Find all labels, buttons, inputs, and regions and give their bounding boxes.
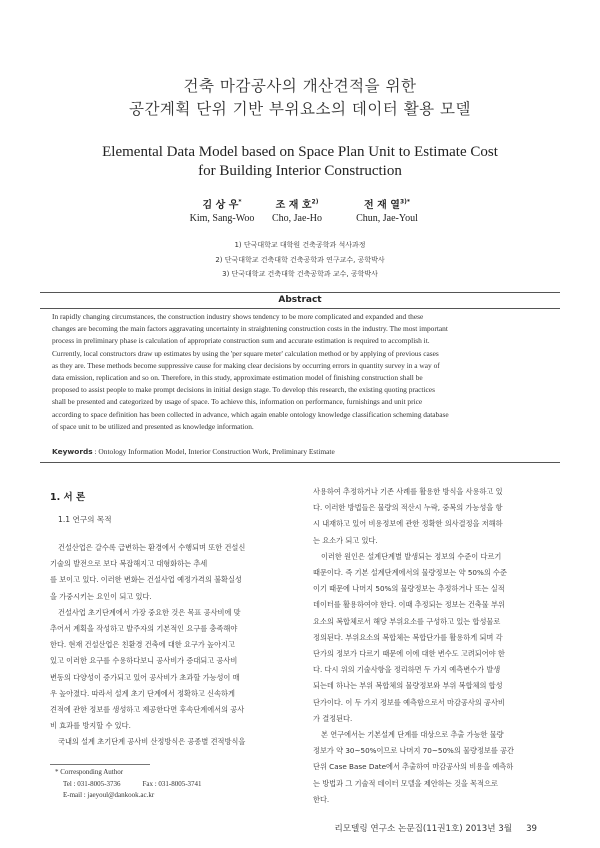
body-line: 한다. (313, 794, 330, 804)
affiliation-2: 2) 단국대학교 건축대학 건축공학과 연구교수, 공학박사 (215, 256, 385, 264)
footnote-email: E-mail : jaeyoul@dankook.ac.kr (63, 791, 155, 799)
korean-title-line-2: 공간계획 단위 기반 부위요소의 데이터 활용 모델 (128, 100, 472, 118)
footnote-tel: Tel : 031-8005-3736 (63, 779, 121, 788)
body-line: 사용하여 추정하거나 기존 사례를 활용한 방식을 사용하고 있 (313, 487, 503, 496)
body-line: 변동의 다양성이 증가되고 있어 공사비가 초과할 가능성이 매 (50, 672, 240, 682)
journal-info: 리모델링 연구소 논문집(11권1호) 2013년 3월 (334, 824, 513, 834)
footnote-rule (50, 764, 150, 765)
abstract-line: data emission, replication and so on. Therefore, in this study, approximate estimation model of finishing construction shall be (52, 373, 423, 383)
body-line: 비 효과를 방지할 수 있다. (50, 721, 131, 731)
body-line: 건설사업 초기단계에서 가장 중요한 것은 목표 공사비에 맞 (58, 607, 241, 617)
abstract-line: shall be presented and categorized by usage of space. To achieve this, information on performance, furnishings and unit price (52, 397, 423, 407)
affiliation-1: 1) 단국대학교 대학원 건축공학과 석사과정 (234, 241, 366, 249)
author-1-korean: 김 상 우* (202, 198, 242, 211)
footnote-fax: Fax : 031-8005-3741 (142, 779, 202, 788)
abstract-line: according to space definition has been collected in advance, which again enable ontology knowledge classification scheming database (52, 409, 449, 419)
section-1-title: 1. 서 론 (50, 492, 86, 503)
body-line: 기술의 발전으로 보다 복잡해지고 대형화하는 추세 (50, 559, 208, 569)
body-line: 을 가중시키는 요인이 되고 있다. (50, 591, 152, 601)
body-line: 단가의 정보가 다르기 때문에 이에 대한 변수도 고려되어야 한 (313, 649, 505, 659)
korean-title-line-1: 건축 마감공사의 개산견적을 위한 (183, 77, 417, 95)
footnote-corresponding: * Corresponding Author (55, 768, 124, 776)
footnote (55, 767, 285, 802)
keywords-list: : Ontology Information Model, Interior Construction Work, Preliminary Estimate (92, 447, 335, 456)
body-line: 추어서 계획을 작성하고 발주자의 기본적인 요구를 충족해야 (50, 624, 238, 634)
affiliation-3: 3) 단국대학교 건축대학 건축공학과 교수, 공학박사 (222, 270, 378, 278)
body-line: 건설산업은 갈수록 급변하는 환경에서 수행되며 또한 건설신 (58, 543, 246, 552)
body-line: 국내의 설계 초기단계 공사비 산정방식은 공종별 견적방식을 (58, 737, 246, 747)
body-line: 단위 Case Base Date에서 추출하여 마감공사의 비용을 예측하 (313, 762, 514, 772)
abstract-line: as they are. These methods become suppressive cause for making clear decisions by occurring errors in quantity survey in a way of (52, 360, 440, 370)
body-line: 견적에 관한 정보를 생성하고 제공한다면 후속단계에서의 공사 (50, 705, 245, 715)
abstract-heading: Abstract (278, 295, 322, 305)
english-title-line-2: for Building Interior Construction (198, 163, 402, 179)
body-line: 는 방법과 그 기술적 데이터 모델을 제안하는 것을 목적으로 (313, 778, 498, 788)
author-1-english: Kim, Sang-Woo (189, 213, 255, 224)
body-line: 우 높아졌다. 따라서 설계 초기 단계에서 정확하고 신속하게 (50, 688, 235, 698)
body-line: 시 내재하고 있어 비용정보에 관한 정확한 의사결정을 저해하 (313, 519, 503, 529)
body-line: 때문이다. 즉 기본 설계단계에서의 물량정보는 약 50%의 수준 (313, 568, 507, 578)
abstract-body (52, 311, 550, 433)
footnote-phone (55, 779, 285, 791)
author-3-korean: 전 재 열$^{3)*}$ (363, 198, 410, 211)
abstract-line: of space unit to be utilized and presented as knowledge information. (52, 421, 254, 431)
abstract-line: process in preliminary phase is calculation of appropriate construction sum and accurate estimation is required to accomplish it. (52, 336, 430, 346)
left-column-body (50, 540, 288, 751)
body-line: 정보가 약 30~50%이므로 나머지 70~50%의 물량정보를 공간 (313, 746, 514, 756)
abstract-bottom-rule (40, 462, 560, 463)
body-line: 정의된다. 부위요소의 복합체는 복합단가를 활용하게 되며 각 (313, 632, 503, 642)
body-line: 이러한 원인은 설계단계별 발생되는 정보의 수준이 다르기 (321, 551, 502, 561)
body-line: 다. 다시 위의 기술사항을 정리하면 두 가지 예측변수가 발생 (313, 665, 501, 675)
right-column-body (313, 484, 553, 808)
body-line: 다. 이러한 방법들은 물량의 적산시 누락, 중복의 가능성을 항 (313, 503, 503, 513)
body-line: 본 연구에서는 기본설계 단계를 대상으로 추출 가능한 물량 (321, 730, 504, 740)
author-2-korean: 조 재 호$^{2)}$ (275, 198, 319, 211)
page-footer (334, 822, 537, 834)
abstract-heading-rule (40, 308, 560, 309)
keywords-label: Keywords (52, 447, 93, 456)
body-line: 가 결정된다. (313, 713, 353, 723)
body-line: 한다. 현재 건설산업은 친환경 건축에 대한 요구가 높아지고 (50, 640, 235, 650)
abstract-line: proposed to assist people to make prompt decisions in initial design stage. To develop this research, the existing quoting practices (52, 385, 435, 395)
author-3-english: Chun, Jae-Youl (356, 213, 418, 224)
body-line: 단가이다. 이 두 가지 정보를 예측함으로서 마감공사의 공사비 (313, 697, 505, 707)
author-2-english: Cho, Jae-Ho (272, 213, 322, 224)
body-line: 는 요소가 되고 있다. (313, 535, 378, 545)
body-line: 되는데 하나는 부위 복합체의 물량정보와 부위 복합체의 합성 (313, 681, 503, 691)
body-line: 이기 때문에 나머지 50%의 물량정보는 추정하거나 또는 실적 (313, 584, 505, 594)
abstract-line: Currently, local constructors draw up estimates by using the 'per square meter' calculation method or by applying of previous cases (52, 348, 439, 358)
body-line: 를 보이고 있다. 이러한 변화는 건설사업 예정가격의 불확실성 (50, 575, 242, 585)
abstract-top-rule (40, 292, 560, 293)
body-line: 있고 이러한 요구를 수용하다보니 공사비가 증대되고 공사비 (50, 656, 238, 666)
abstract-line: In rapidly changing circumstances, the construction industry shows tendency to be more complicated and expanded and these (52, 312, 424, 321)
abstract-line: changes are becoming the main factors aggravating uncertainty in straightening construction costs in the industry. The most important (52, 324, 448, 334)
english-title-line-1: Elemental Data Model based on Space Plan Unit to Estimate Cost (102, 144, 498, 160)
section-1-1-title: 1.1 연구의 목적 (58, 515, 112, 524)
keywords (52, 447, 335, 456)
body-line: 데이터를 활용하여야 한다. 이때 추정되는 정보는 건축물 부위 (313, 600, 505, 610)
page-number: 39 (526, 824, 537, 834)
body-line: 요소의 복합체로서 해당 부위요소를 구성하고 있는 합성물로 (313, 616, 501, 626)
